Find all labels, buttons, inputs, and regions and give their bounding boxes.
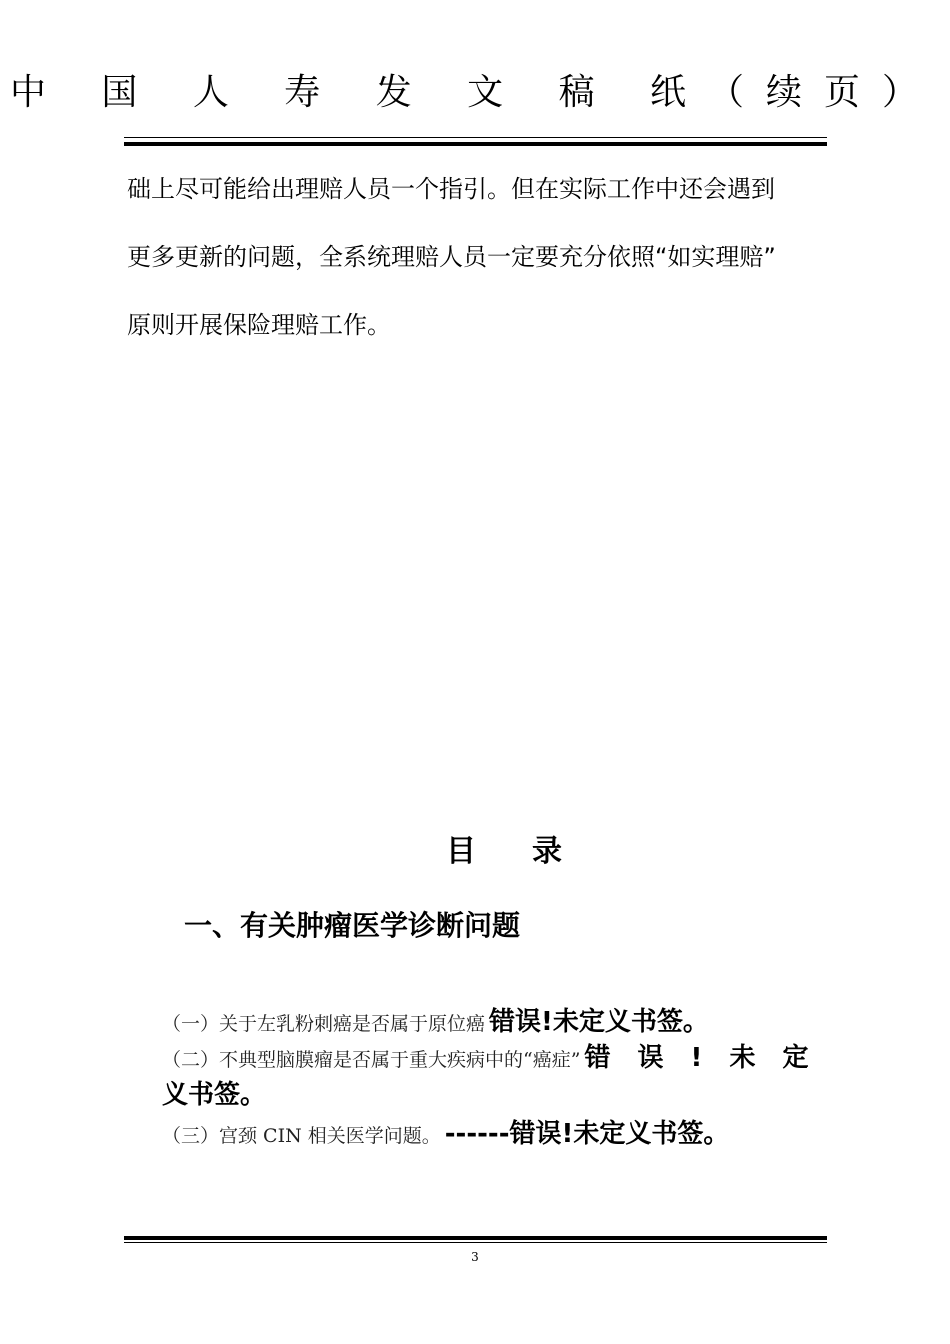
page-header-title: 中 国 人 寿 发 文 稿 纸（续页） xyxy=(9,72,941,113)
toc-entry-text: （一）关于左乳粉刺癌是否属于原位癌 xyxy=(162,1013,486,1035)
toc-title-part: 录 xyxy=(532,834,562,869)
footer-rule-thin xyxy=(124,1242,827,1243)
toc-entry-error: ------错误!未定义书签。 xyxy=(444,1119,730,1149)
footer-rule-thick xyxy=(124,1236,827,1240)
toc-entry[interactable] xyxy=(162,1004,709,1044)
header-rule-thin xyxy=(124,137,827,138)
toc-entry-error: 错误!未定义书签。 xyxy=(489,1007,709,1037)
header-rule-thick xyxy=(124,142,827,146)
toc-entry-continuation xyxy=(162,1077,266,1117)
toc-entry[interactable] xyxy=(162,1040,818,1080)
toc-entry-error: 义书签。 xyxy=(162,1080,267,1110)
toc-entry-text: （二）不典型脑膜瘤是否属于重大疾病中的“癌症” xyxy=(162,1049,581,1071)
body-text-line: 础上尽可能给出理赔人员一个指引。但在实际工作中还会遇到 xyxy=(127,175,775,203)
toc-entry[interactable] xyxy=(162,1116,729,1156)
toc-title xyxy=(446,832,562,872)
toc-entry-error: 错 误 ! 未 定 xyxy=(584,1043,818,1073)
page-number: 3 xyxy=(471,1250,479,1264)
toc-entry-text: （三）宫颈 CIN 相关医学问题。 xyxy=(162,1125,441,1147)
body-text-line: 更多更新的问题，全系统理赔人员一定要充分依照“如实理赔” xyxy=(127,243,776,271)
toc-section-heading: 一、有关肿瘤医学诊断问题 xyxy=(184,909,521,942)
toc-title-part: 目 xyxy=(446,834,476,869)
body-text-line: 原则开展保险理赔工作。 xyxy=(127,311,391,339)
